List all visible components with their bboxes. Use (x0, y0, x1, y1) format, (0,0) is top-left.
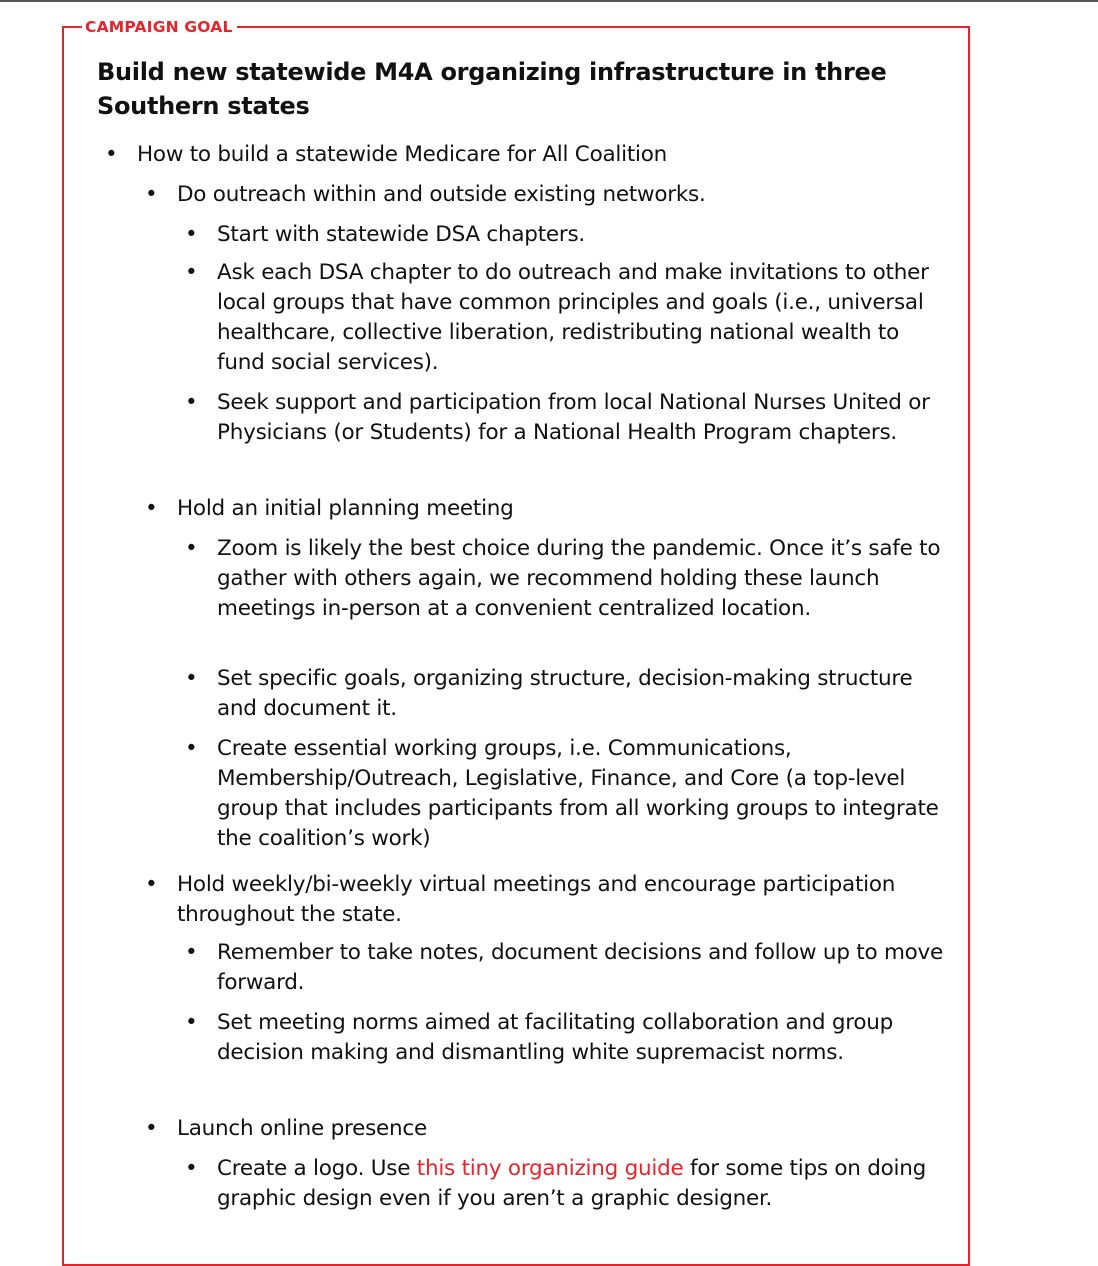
bullet: • (185, 940, 198, 965)
list-item (185, 258, 947, 378)
bullet: • (145, 872, 158, 897)
list-item-text: Remember to take notes, document decisions and follow up to move forward. (217, 940, 944, 995)
list-item (185, 938, 947, 998)
list-item (145, 1114, 947, 1144)
bullet: • (185, 390, 198, 415)
bullet: • (185, 536, 198, 561)
bullet: • (185, 260, 198, 285)
list-item (185, 1154, 947, 1214)
list-item (185, 220, 947, 250)
list-item-text (217, 1156, 926, 1211)
list-item-text: Launch online presence (177, 1116, 427, 1141)
campaign-goal-box (62, 26, 970, 1266)
list-item-text: Ask each DSA chapter to do outreach and make invitations to other local groups that have common principles and goals (i.e., universal healthcare, collective liberation, redistributing national wealth to fund social services). (217, 260, 929, 375)
bullet: • (185, 222, 198, 247)
bullet: • (145, 182, 158, 207)
top-divider (0, 0, 1098, 2)
list-item (185, 734, 947, 854)
list-item-text: Set meeting norms aimed at facilitating collaboration and group decision making and dismantling white supremacist norms. (217, 1010, 894, 1065)
list-item (185, 1008, 947, 1068)
list-item (145, 180, 947, 210)
bullet: • (185, 666, 198, 691)
bullet: • (185, 1010, 198, 1035)
list-item-text: Start with statewide DSA chapters. (217, 222, 585, 247)
list-item-text: Zoom is likely the best choice during the pandemic. Once it’s safe to gather with others again, we recommend holding these launch meetings in-person at a convenient centralized location. (217, 536, 941, 621)
bullet: • (145, 496, 158, 521)
list-item-text: How to build a statewide Medicare for All Coalition (137, 142, 668, 167)
organizing-guide-link[interactable]: this tiny organizing guide (416, 1156, 684, 1181)
bullet: • (105, 142, 118, 167)
campaign-goal-label: CAMPAIGN GOAL (82, 16, 237, 38)
list-item-text: Seek support and participation from local National Nurses United or Physicians (or Students) for a National Health Program chapters. (217, 390, 930, 445)
bullet: • (145, 1116, 158, 1141)
logo-text-before: Create a logo. Use (217, 1156, 417, 1181)
list-item (145, 494, 947, 524)
list-item-text: Hold an initial planning meeting (177, 496, 514, 521)
list-item (185, 664, 947, 724)
list-item-text: Create essential working groups, i.e. Communications, Membership/Outreach, Legislative, Finance, and Core (a top-level group that includes participants from all working groups to integrate the coalition’s work) (217, 736, 939, 851)
campaign-goal-title: Build new statewide M4A organizing infrastructure in three Southern states (97, 58, 887, 120)
list-item (185, 534, 947, 624)
list-item-text: Do outreach within and outside existing networks. (177, 182, 706, 207)
logo-text-after: for some tips on doing graphic design even if you aren’t a graphic designer. (217, 1156, 927, 1211)
list-item (145, 870, 947, 930)
bullet: • (185, 1156, 198, 1181)
list-item (105, 140, 937, 170)
list-item (185, 388, 947, 448)
bullet: • (185, 736, 198, 761)
list-item-text: Set specific goals, organizing structure, decision-making structure and document it. (217, 666, 913, 721)
list-item-text: Hold weekly/bi-weekly virtual meetings and encourage participation throughout the state. (177, 872, 896, 927)
